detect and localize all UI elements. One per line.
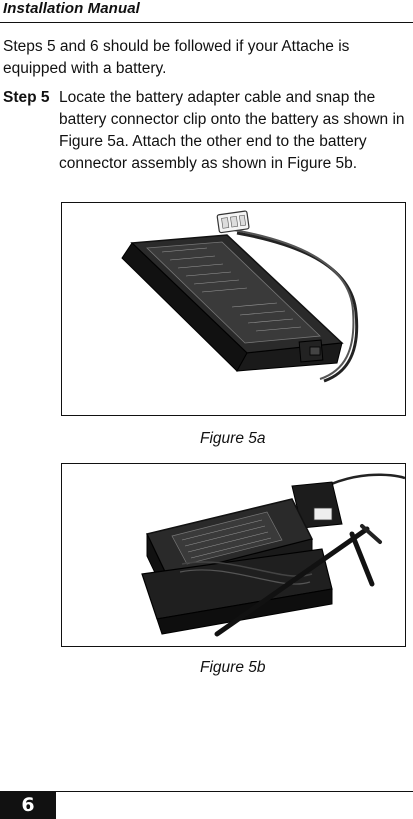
header-rule: [0, 22, 413, 23]
page-header-title: Installation Manual: [3, 0, 140, 17]
page-number: 6: [0, 792, 56, 819]
figure-5b-photo: [61, 463, 406, 647]
step-label: Step 5: [3, 89, 50, 106]
figure-5a-caption: Figure 5a: [200, 430, 266, 447]
figure-5a-photo: [61, 202, 406, 416]
intro-paragraph: Steps 5 and 6 should be followed if your Attache is equipped with a battery.: [3, 38, 350, 77]
step-text: Locate the battery adapter cable and snap the battery connector clip onto the battery as shown in Figure 5a. Attach the other end to the battery connector assembly as shown in Figure 5b.: [59, 89, 405, 172]
figure-5b-caption: Figure 5b: [200, 659, 266, 676]
footer-rule: [0, 791, 413, 792]
